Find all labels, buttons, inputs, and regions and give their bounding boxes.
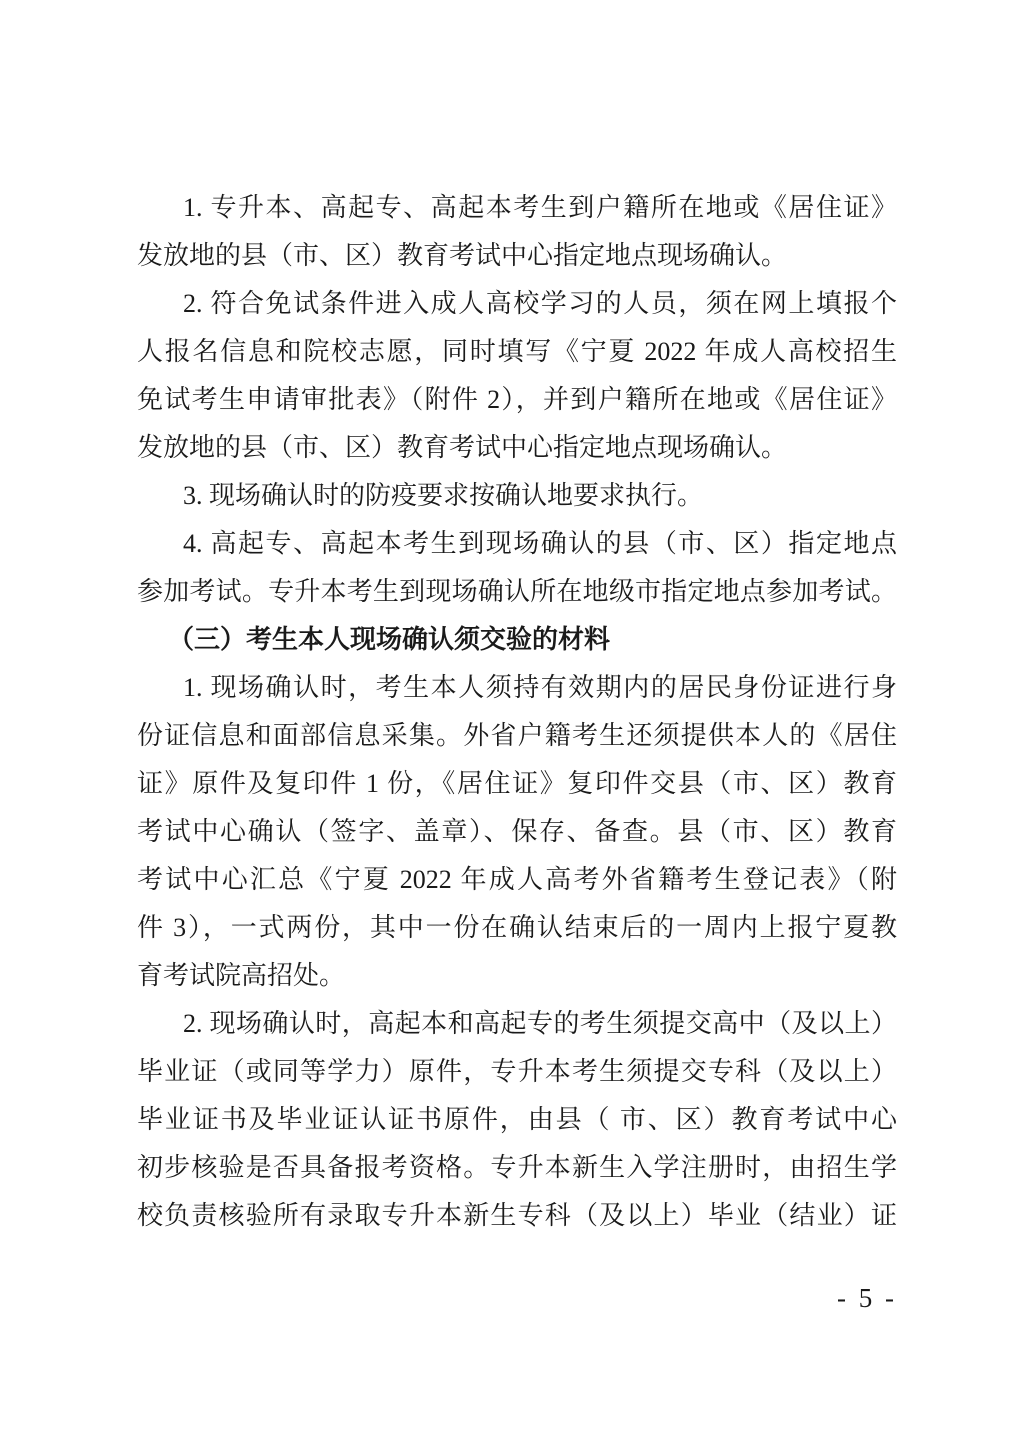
text-line: 毕业证书及毕业证认证书原件，由县（ 市、区）教育考试中心 [137, 1105, 897, 1134]
section-heading [137, 616, 897, 664]
text-line: 件 3），一式两份，其中一份在确认结束后的一周内上报宁夏教 [137, 913, 897, 942]
paragraph [137, 472, 897, 520]
page-number: - 5 - [837, 1283, 897, 1313]
text-line: 2. 符合免试条件进入成人高校学习的人员，须在网上填报个 [183, 289, 897, 318]
text-line: 3. 现场确认时的防疫要求按确认地要求执行。 [183, 481, 704, 510]
paragraph [137, 184, 897, 280]
text-line: 1. 现场确认时，考生本人须持有效期内的居民身份证进行身 [183, 673, 897, 702]
text-line: 校负责核验所有录取专升本新生专科（及以上）毕业（结业）证 [137, 1201, 897, 1230]
paragraph [137, 1000, 897, 1240]
text-line: 参加考试。专升本考生到现场确认所在地级市指定地点参加考试。 [137, 577, 897, 606]
text-line: 发放地的县（市、区）教育考试中心指定地点现场确认。 [137, 241, 788, 270]
paragraph [137, 664, 897, 1000]
text-line: 人报名信息和院校志愿，同时填写《宁夏 2022 年成人高校招生 [137, 337, 897, 366]
text-line: 证》原件及复印件 1 份，《居住证》复印件交县（市、区）教育 [137, 769, 897, 798]
text-line: 考试中心确认（签字、盖章）、保存、备查。县（市、区）教育 [137, 817, 897, 846]
document-body [137, 184, 897, 1240]
text-line: 1. 专升本、高起专、高起本考生到户籍所在地或《居住证》 [183, 193, 897, 222]
text-line: 发放地的县（市、区）教育考试中心指定地点现场确认。 [137, 433, 788, 462]
text-line: 免试考生申请审批表》（附件 2），并到户籍所在地或《居住证》 [137, 385, 897, 414]
text-line: 2. 现场确认时，高起本和高起专的考生须提交高中（及以上） [183, 1009, 897, 1038]
text-line: 份证信息和面部信息采集。外省户籍考生还须提供本人的《居住 [137, 721, 897, 750]
text-line: 毕业证（或同等学力）原件，专升本考生须提交专科（及以上） [137, 1057, 897, 1086]
text-line: 考试中心汇总《宁夏 2022 年成人高考外省籍考生登记表》（附 [137, 865, 897, 894]
text-line: 4. 高起专、高起本考生到现场确认的县（市、区）指定地点 [183, 529, 897, 558]
paragraph [137, 520, 897, 616]
paragraph [137, 280, 897, 472]
heading-line: （三）考生本人现场确认须交验的材料 [168, 625, 611, 654]
text-line: 初步核验是否具备报考资格。专升本新生入学注册时，由招生学 [137, 1153, 897, 1182]
text-line: 育考试院高招处。 [137, 961, 346, 990]
